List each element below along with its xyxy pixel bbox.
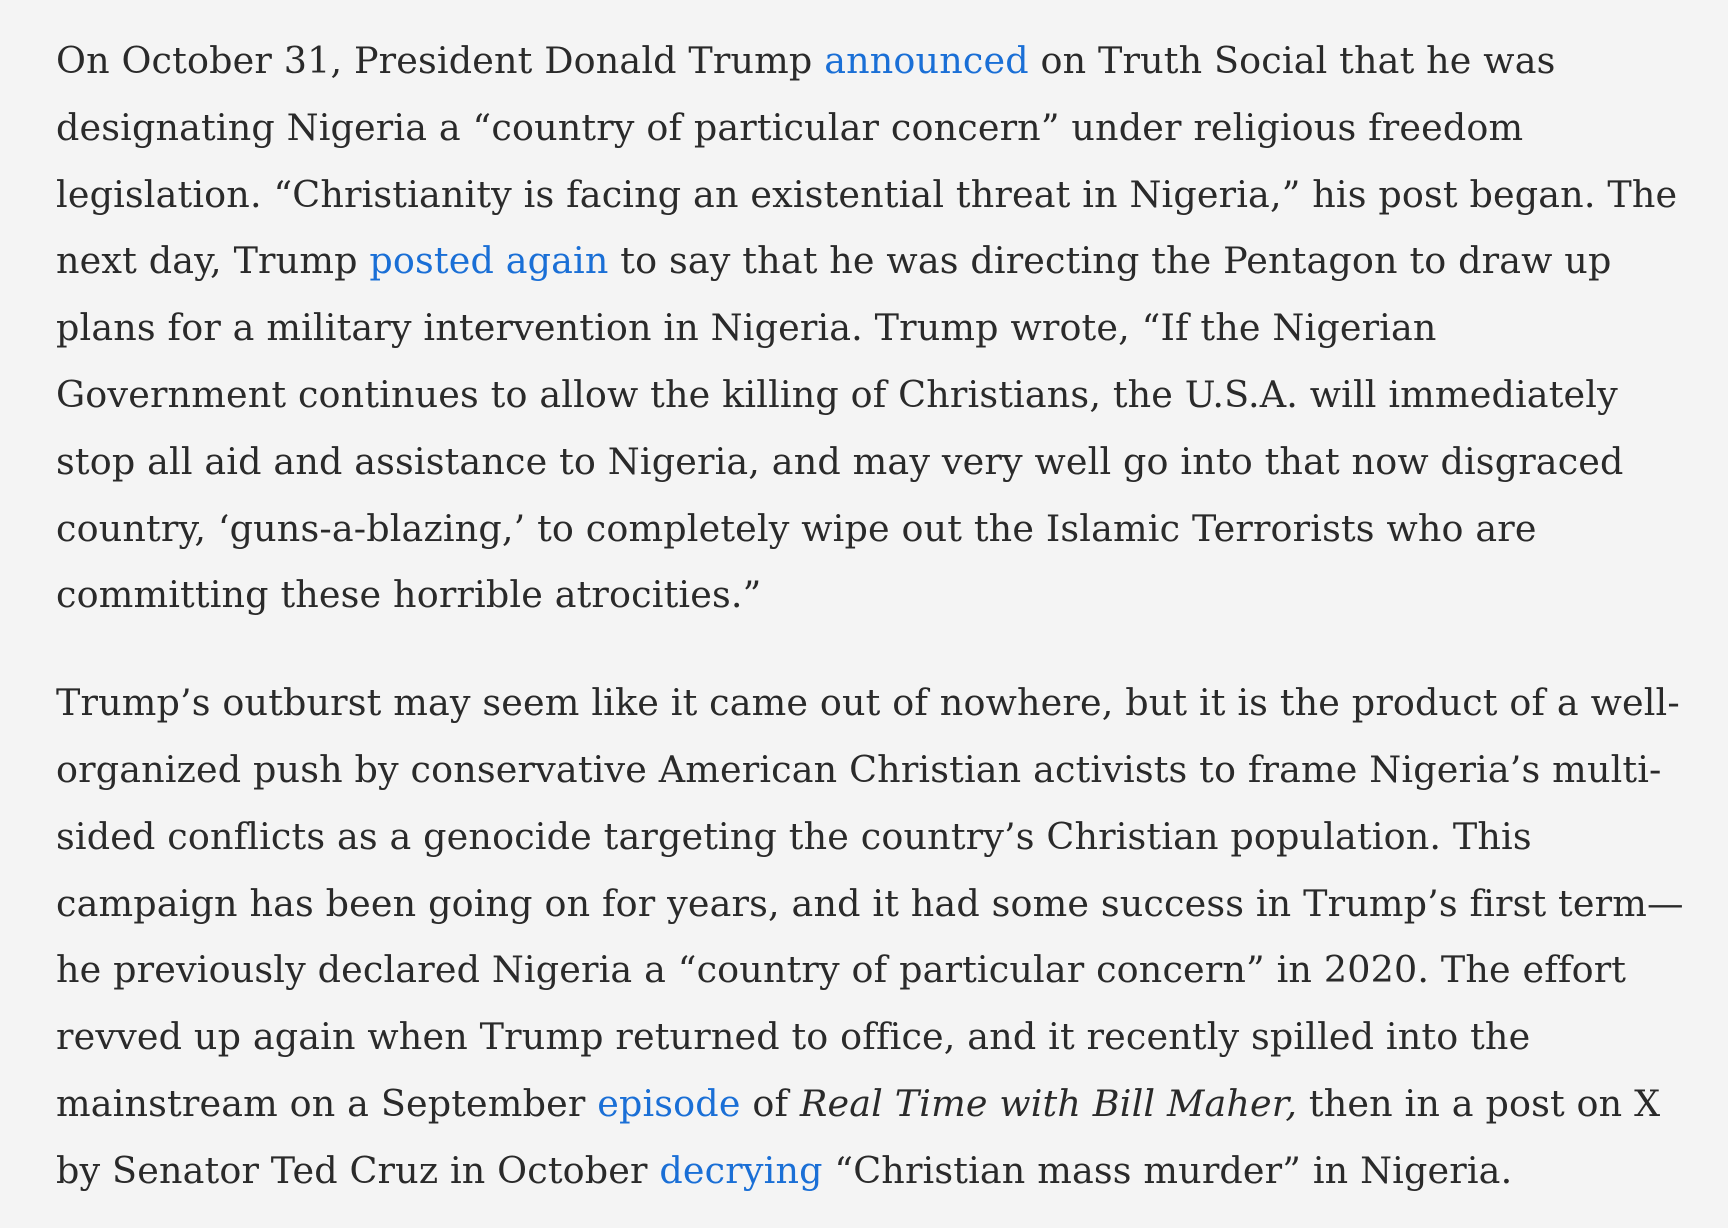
text-line [56, 162, 1676, 229]
text-segment: stop all aid and assistance to Nigeria, and may very well go into that now disgraced [56, 439, 1624, 483]
text-line [56, 871, 1684, 938]
text-segment: campaign has been going on for years, and it had some success in Trump’s first term— [56, 881, 1684, 925]
text-line [56, 362, 1676, 429]
text-line [56, 562, 1676, 629]
text-segment: Trump’s outburst may seem like it came out of nowhere, but it is the product of a well- [56, 681, 1680, 725]
italic-title-text: Real Time with Bill Maher, [799, 1081, 1298, 1125]
text-line [56, 737, 1676, 804]
text-segment: mainstream on a September [56, 1081, 598, 1125]
paragraph [56, 670, 1684, 1204]
text-segment: revved up again when Trump returned to office, and it recently spilled into the [56, 1015, 1531, 1059]
article-body [56, 28, 1684, 1205]
text-line [56, 496, 1676, 563]
text-line [56, 1138, 1676, 1205]
inline-link[interactable]: announced [824, 39, 1029, 82]
text-segment: Government continues to allow the killing of Christians, the U.S.A. will immediately [56, 372, 1618, 416]
inline-link[interactable]: episode [597, 1081, 741, 1125]
text-line [56, 429, 1676, 496]
text-segment: sided conflicts as a genocide targeting the country’s Christian population. This [56, 814, 1532, 858]
text-line [56, 95, 1676, 162]
text-line [56, 804, 1676, 871]
text-segment: “Christian mass murder” in Nigeria. [822, 1148, 1513, 1192]
text-segment: legislation. “Christianity is facing an existential threat in Nigeria,” his post began. The [56, 172, 1678, 216]
text-line [56, 1004, 1676, 1071]
inline-link[interactable]: decrying [659, 1148, 823, 1192]
text-segment: country, ‘guns-a-blazing,’ to completely wipe out the Islamic Terrorists who are [56, 506, 1537, 550]
text-segment: organized push by conservative American Christian activists to frame Nigeria’s multi- [56, 747, 1662, 791]
text-segment: next day, Trump [56, 239, 370, 283]
text-line [56, 228, 1676, 295]
text-segment: designating Nigeria a “country of particular concern” under religious freedom [56, 105, 1524, 149]
text-line [56, 670, 1680, 737]
inline-link[interactable]: posted again [369, 239, 609, 283]
text-segment: on Truth Social that he was [1028, 39, 1556, 82]
text-segment: he previously declared Nigeria a “country of particular concern” in 2020. The effort [56, 948, 1627, 992]
text-segment: by Senator Ted Cruz in October [56, 1148, 660, 1192]
text-segment: plans for a military intervention in Nigeria. Trump wrote, “If the Nigerian [56, 306, 1437, 350]
text-segment: then in a post on X [1297, 1081, 1661, 1125]
text-segment: On October 31, President Donald Trump [56, 39, 825, 82]
text-line [56, 1071, 1676, 1138]
text-segment: of [740, 1081, 800, 1125]
text-segment: to say that he was directing the Pentagon to draw up [608, 239, 1612, 283]
paragraph [56, 28, 1676, 629]
text-line [56, 28, 1676, 95]
text-line [56, 937, 1676, 1004]
text-line [56, 295, 1676, 362]
text-segment: committing these horrible atrocities.” [56, 573, 762, 617]
